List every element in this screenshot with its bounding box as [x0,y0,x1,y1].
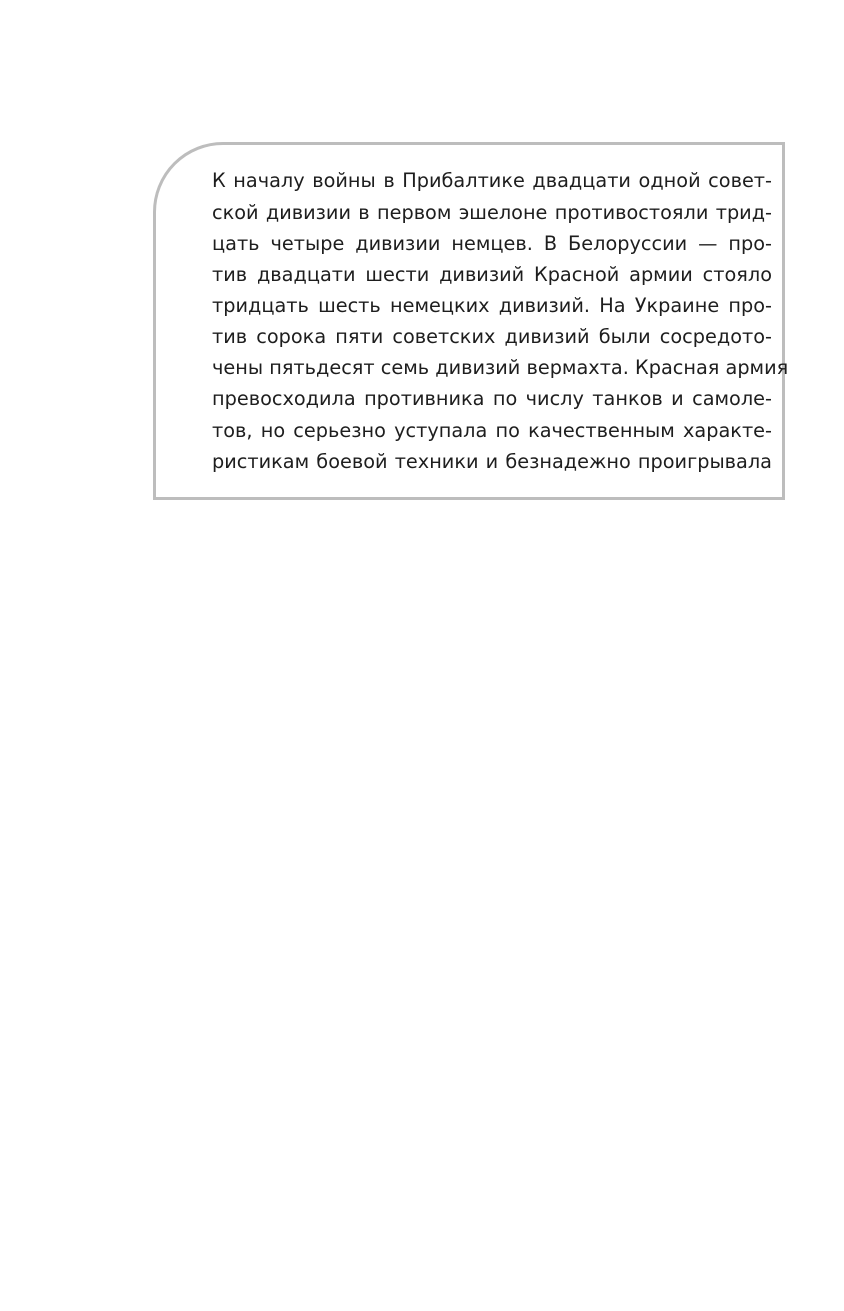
sidebar-text-line: тов, но серьезно уступала по качественным характе- [212,419,772,442]
sidebar-text-line: тридцать шесть немецких дивизий. На Украине про- [212,294,772,317]
sidebar-text-line: ской дивизии в первом эшелоне противостояли трид- [212,201,772,224]
sidebar-text-line: тив двадцати шести дивизий Красной армии стояло [212,263,772,286]
sidebar-text-line: превосходила противника по числу танков и самоле- [212,387,772,410]
sidebar-text-line: тив сорока пяти советских дивизий были сосредото- [212,325,772,348]
sidebar-text-line: цать четыре дивизии немцев. В Белоруссии — про- [212,232,772,255]
sidebar-text-line: ристикам боевой техники и безнадежно проигрывала [212,450,772,473]
sidebar-text-line: чены пятьдесят семь дивизий вермахта. Красная армия [212,356,789,379]
sidebar-text-line: К началу войны в Прибалтике двадцати одной совет- [212,169,772,192]
